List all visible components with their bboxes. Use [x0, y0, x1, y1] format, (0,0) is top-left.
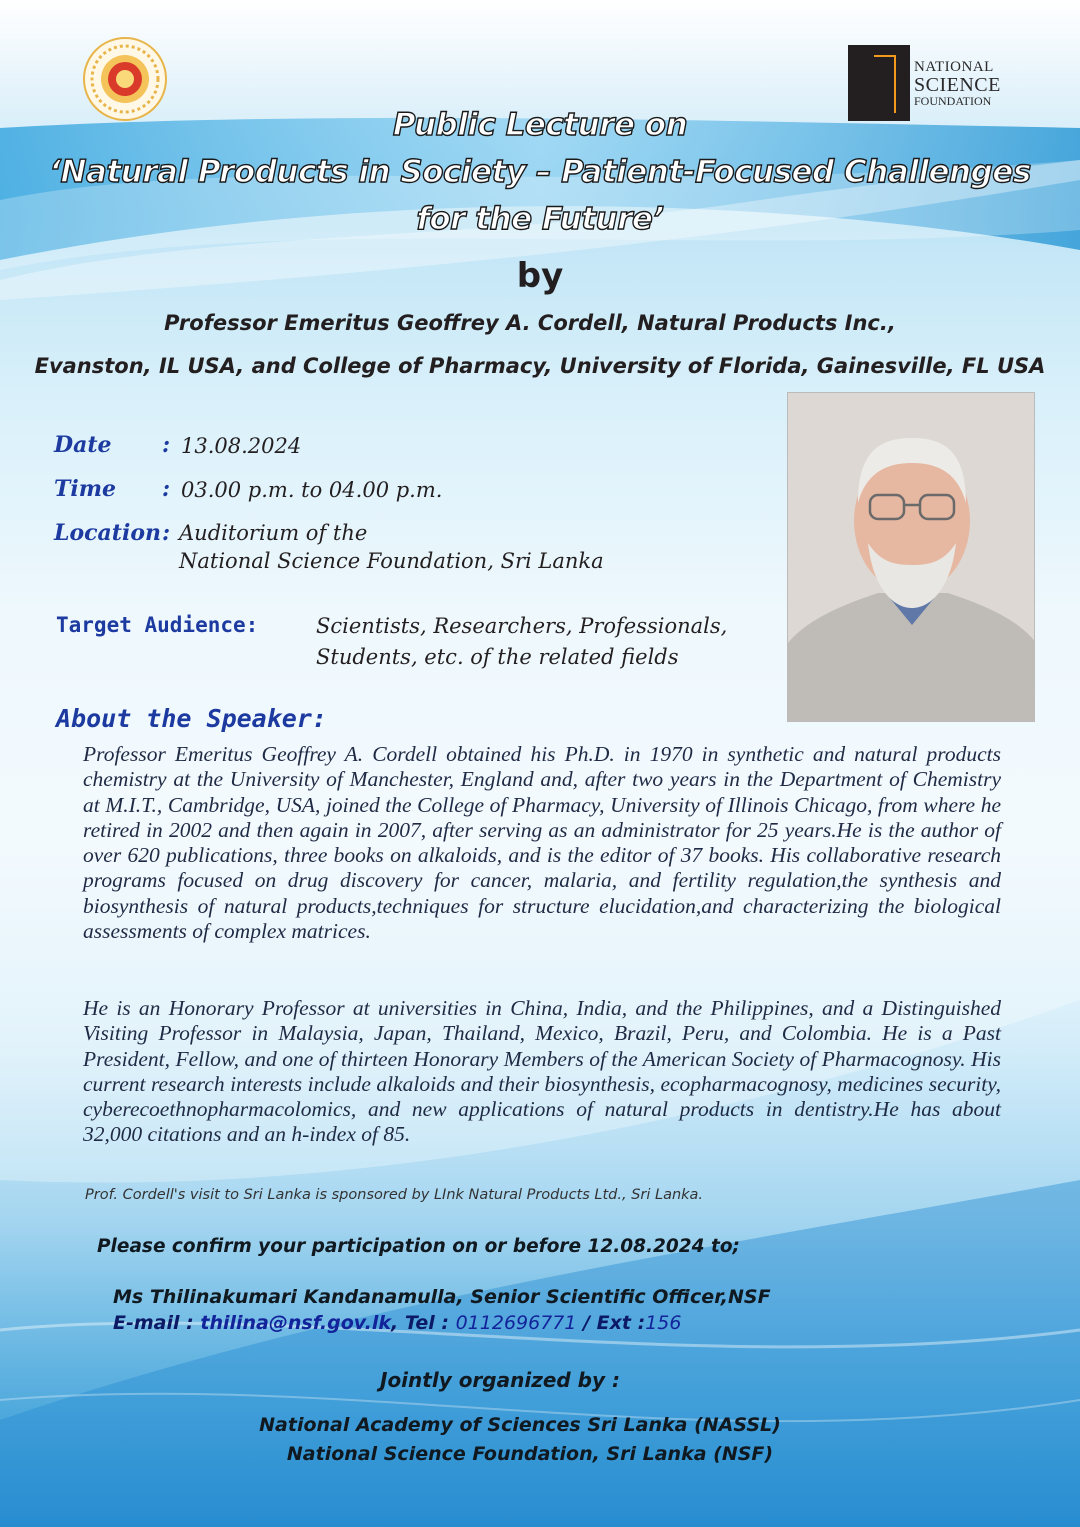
audience-line-2: Students, etc. of the related fields [316, 645, 679, 669]
contact-details [113, 1312, 681, 1334]
tel-value: 0112696771 [455, 1312, 577, 1334]
nsf-logo-text [914, 60, 1001, 107]
speaker-affiliation-1: Professor Emeritus Geoffrey A. Cordell, Natural Products Inc., [164, 311, 896, 335]
title-line-3: for the Future’ [416, 201, 664, 237]
speaker-portrait-icon [788, 393, 1035, 722]
confirm-note: Please confirm your participation on or before 12.08.2024 to; [97, 1236, 740, 1257]
time-label: Time [54, 476, 117, 502]
time-colon: : [162, 476, 171, 502]
organizers-heading: Jointly organized by : [380, 1368, 620, 1392]
audience-line-1: Scientists, Researchers, Professionals, [316, 614, 728, 638]
location-line-2: National Science Foundation, Sri Lanka [179, 549, 604, 573]
contact-name: Ms Thilinakumari Kandanamulla, Senior Scientific Officer,NSF [113, 1286, 771, 1308]
speaker-photo [787, 392, 1035, 722]
about-heading: About the Speaker: [56, 704, 327, 733]
location-line-1: Auditorium of the [179, 521, 368, 545]
title-line-1: Public Lecture on [392, 107, 688, 143]
title-line-2: ‘Natural Products in Society – Patient-Focused Challenges [49, 154, 1031, 190]
nsf-logo-line3: FOUNDATION [914, 93, 992, 108]
location-label: Location [54, 520, 161, 546]
ext-label: / Ext : [583, 1312, 646, 1334]
location-colon: : [162, 520, 171, 546]
organizer-nsf: National Science Foundation, Sri Lanka (NSF) [286, 1443, 774, 1465]
tel-label: , Tel : [391, 1312, 449, 1334]
about-paragraph-2: He is an Honorary Professor at universities in China, India, and the Philippines, and a Distinguished Visiting Professor in Malaysia, Japan, Thailand, Mexico, Brazil, Peru, and Colombia. He is a Past President, Fellow, and one of thirteen Honorary Members of the American Society of Pharmacognosy. His current research interests include alkaloids and their biosynthesis, ecopharmacognosy, medicines security, cyberecoethnopharmacolomics, and new applications of natural products in dentistry.He has about 32,000 citations and an h-index of 85. [83, 996, 1001, 1147]
date-label: Date [54, 432, 112, 458]
speaker-affiliation-2: Evanston, IL USA, and College of Pharmacy, University of Florida, Gainesville, FL USA [34, 354, 1046, 378]
nsf-logo-line1: NATIONAL [914, 58, 994, 75]
date-value: 13.08.2024 [181, 434, 302, 458]
email-link[interactable]: thilina@nsf.gov.lk [200, 1312, 391, 1334]
ext-value: 156 [645, 1312, 682, 1334]
sponsor-note: Prof. Cordell's visit to Sri Lanka is sponsored by LInk Natural Products Ltd., Sri Lanka. [85, 1187, 704, 1203]
email-label: E-mail : [113, 1312, 194, 1334]
lecture-title [20, 102, 1060, 243]
audience-label: Target Audience: [56, 613, 259, 637]
date-colon: : [162, 432, 171, 458]
organizer-nassl: National Academy of Sciences Sri Lanka (NASSL) [259, 1414, 781, 1436]
time-value: 03.00 p.m. to 04.00 p.m. [181, 478, 443, 502]
by-label: by [516, 256, 564, 296]
nsf-logo-line2: SCIENCE [914, 73, 1001, 96]
about-paragraph-1: Professor Emeritus Geoffrey A. Cordell obtained his Ph.D. in 1970 in synthetic and natural products chemistry at the University of Manchester, England and, after two years in the Department of Chemistry at M.I.T., Cambridge, USA, joined the College of Pharmacy, University of Illinois Chicago, from where he retired in 2002 and then again in 2007, after serving as an administrator for 25 years.He is the author of over 620 publications, three books on alkaloids, and is the editor of 37 books. His collaborative research programs focused on drug discovery for cancer, malaria, and fertility regulation,the synthesis and biosynthesis of natural products,techniques for structure elucidation,and characterizing the biological assessments of complex matrices. [83, 742, 1001, 944]
